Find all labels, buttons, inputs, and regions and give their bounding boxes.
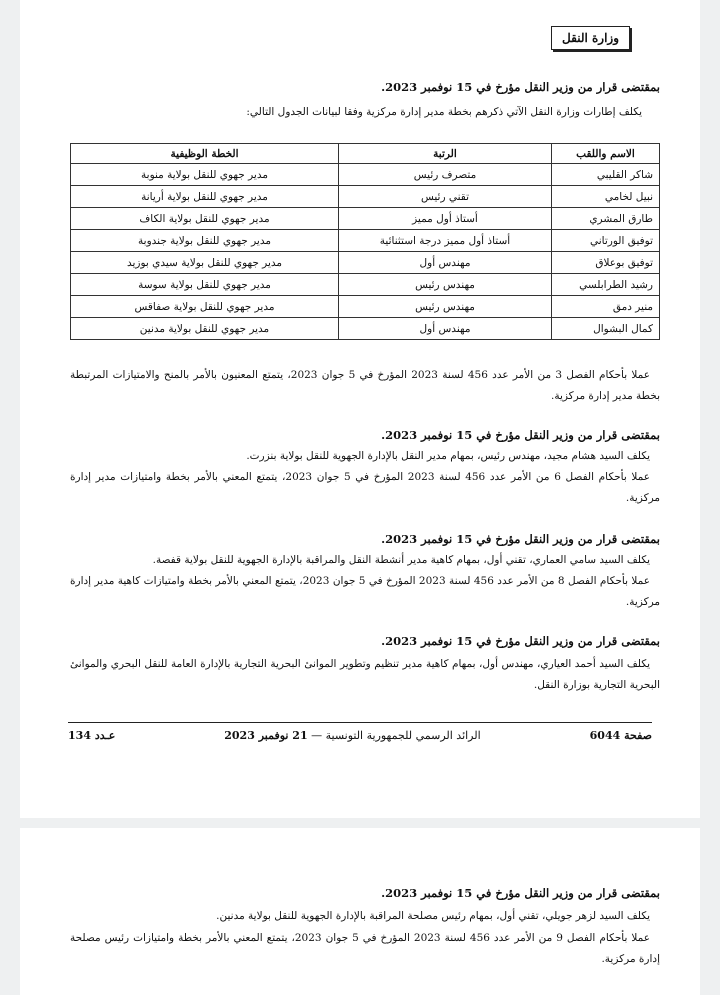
table-row — [71, 208, 660, 230]
cell-name: توفيق بوعلاق — [552, 252, 660, 274]
decision-title: بمقتضى قرار من وزير النقل مؤرخ في 15 نوفمبر 2023. — [381, 428, 660, 442]
cell-name: شاكر القليبي — [552, 164, 660, 186]
cell-rank: تقني رئيس — [339, 186, 552, 208]
decision-title: بمقتضى قرار من وزير النقل مؤرخ في 15 نوفمبر 2023. — [381, 80, 660, 94]
issue-number: عـدد 134 — [68, 729, 116, 742]
appointments-table — [70, 143, 660, 340]
ministry-heading: وزارة النقل — [551, 26, 630, 50]
gazette-info — [224, 729, 480, 742]
page-number: صفحة 6044 — [589, 729, 652, 742]
table-row — [71, 296, 660, 318]
cell-name: رشيد الطرابلسي — [552, 274, 660, 296]
decision-title: بمقتضى قرار من وزير النقل مؤرخ في 15 نوفمبر 2023. — [381, 886, 660, 900]
decision-paragraph: يكلف السيد لزهر جويلي، تقني أول، بمهام رئيس مصلحة المراقبة بالإدارة الجهوية للنقل بولاية مدنين. — [216, 910, 650, 922]
table-row — [71, 318, 660, 340]
col-header-position: الخطة الوظيفية — [71, 144, 339, 164]
table-row — [71, 186, 660, 208]
cell-rank: مهندس رئيس — [339, 274, 552, 296]
gazette-name: الرائد الرسمي للجمهورية التونسية — — [311, 729, 481, 742]
cell-name: منير دمق — [552, 296, 660, 318]
decision-paragraph: عملا بأحكام الفصل 6 من الأمر عدد 456 لسنة 2023 المؤرخ في 5 جوان 2023، يتمتع المعني بالأمر بخطة وامتيازات مدير إدارة مركزية. — [70, 471, 660, 504]
table-header-row — [71, 144, 660, 164]
cell-name: طارق المشري — [552, 208, 660, 230]
decision-title: بمقتضى قرار من وزير النقل مؤرخ في 15 نوفمبر 2023. — [381, 634, 660, 648]
col-header-rank: الرتبة — [339, 144, 552, 164]
cell-position: مدير جهوي للنقل بولاية صفاقس — [71, 296, 339, 318]
table-row — [71, 252, 660, 274]
decision-paragraph: عملا بأحكام الفصل 3 من الأمر عدد 456 لسنة 2023 المؤرخ في 5 جوان 2023، يتمتع المعنيون بالأمر بالمنح والامتيازات المرتبطة بخطة مدير إدارة مركزية. — [70, 369, 660, 402]
table-row — [71, 274, 660, 296]
cell-name: توفيق الورتاني — [552, 230, 660, 252]
page-footer — [68, 722, 652, 742]
table-row — [71, 230, 660, 252]
table-row — [71, 164, 660, 186]
decision-paragraph: يكلف السيد هشام مجيد، مهندس رئيس، بمهام مدير النقل بالإدارة الجهوية للنقل بولاية بنزرت. — [246, 450, 650, 462]
cell-position: مدير جهوي للنقل بولاية أريانة — [71, 186, 339, 208]
cell-rank: مهندس أول — [339, 318, 552, 340]
col-header-name: الاسم واللقب — [552, 144, 660, 164]
cell-position: مدير جهوي للنقل بولاية مدنين — [71, 318, 339, 340]
cell-name: كمال البشوال — [552, 318, 660, 340]
cell-position: مدير جهوي للنقل بولاية سيدي بوزيد — [71, 252, 339, 274]
cell-rank: أستاذ أول مميز درجة استثنائية — [339, 230, 552, 252]
decision-paragraph: عملا بأحكام الفصل 9 من الأمر عدد 456 لسنة 2023 المؤرخ في 5 جوان 2023، يتمتع المعني بالأمر بخطة وامتيازات رئيس مصلحة إدارة مركزية. — [70, 932, 660, 965]
decision-title: بمقتضى قرار من وزير النقل مؤرخ في 15 نوفمبر 2023. — [381, 532, 660, 546]
decision-paragraph: عملا بأحكام الفصل 8 من الأمر عدد 456 لسنة 2023 المؤرخ في 5 جوان 2023، يتمتع المعني بالأمر بخطة وامتيازات كاهية مدير إدارة مركزية. — [70, 575, 660, 608]
cell-rank: أستاذ أول مميز — [339, 208, 552, 230]
decision-paragraph: يكلف السيد أحمد العياري، مهندس أول، بمهام كاهية مدير تنظيم وتطوير الموانئ البحرية التجارية بالإدارة العامة للنقل البحري والموانئ البحرية التجارية بوزارة النقل. — [70, 658, 660, 691]
cell-position: مدير جهوي للنقل بولاية منوبة — [71, 164, 339, 186]
gazette-date: 21 نوفمبر 2023 — [224, 729, 308, 742]
gazette-page — [20, 0, 700, 818]
gazette-page-next — [20, 828, 700, 995]
decision-intro: يكلف إطارات وزارة النقل الآتي ذكرهم بخطة مدير إدارة مركزية وفقا لبيانات الجدول التالي: — [246, 106, 642, 118]
cell-rank: متصرف رئيس — [339, 164, 552, 186]
cell-rank: مهندس أول — [339, 252, 552, 274]
cell-position: مدير جهوي للنقل بولاية جندوبة — [71, 230, 339, 252]
cell-position: مدير جهوي للنقل بولاية الكاف — [71, 208, 339, 230]
cell-rank: مهندس رئيس — [339, 296, 552, 318]
cell-name: نبيل لخامي — [552, 186, 660, 208]
decision-paragraph: يكلف السيد سامي العماري، تقني أول، بمهام كاهية مدير أنشطة النقل والمراقبة بالإدارة الجهوية للنقل بولاية قفصة. — [152, 554, 650, 566]
cell-position: مدير جهوي للنقل بولاية سوسة — [71, 274, 339, 296]
